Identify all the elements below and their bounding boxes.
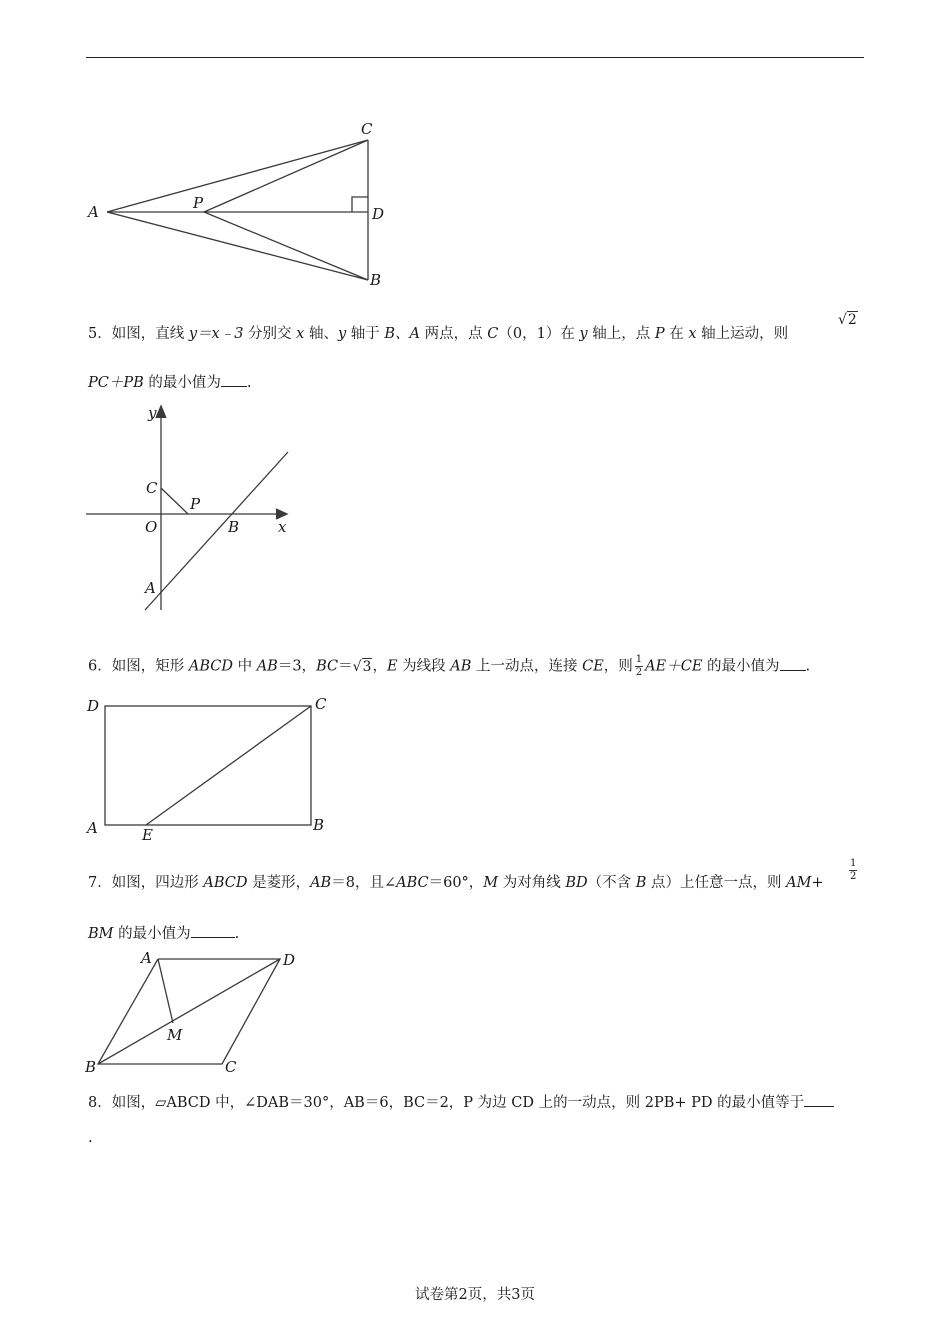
rectangle-abcd [105,706,311,825]
label-m: M [167,1026,183,1044]
label-c: C [146,479,158,497]
label-p: P [190,495,201,513]
label-b: B [313,816,325,834]
figure-triangle-apd [80,118,400,296]
answer-blank[interactable] [221,372,247,387]
label-c: C [225,1058,237,1076]
question-5-line-1: 5．如图，直线 y＝x﹣3 分别交 x 轴、y 轴于 B、A 两点，点 C（0，1）在 y 轴上，点 P 在 x 轴上运动，则 [88,326,789,342]
label-x: x [278,518,287,536]
label-a: A [87,819,98,837]
label-p: P [193,194,204,212]
answer-blank[interactable] [191,923,235,938]
answer-blank[interactable] [804,1092,834,1107]
label-c: C [361,120,373,138]
header-rule [86,57,864,58]
question-7-line-1: 7．如图，四边形 ABCD 是菱形，AB＝8，且∠ABC＝60°，M 为对角线 BD（不含 B 点）上任意一点，则 AM+ [88,875,824,891]
figure-rhombus-abcd [80,948,310,1078]
label-a: A [145,579,156,597]
figure-rectangle-abcd [80,690,340,845]
sqrt-3: √3 [352,658,372,675]
segment-cp [161,488,188,514]
fraction-one-half: $\frac{1}{2}$ [850,858,857,882]
right-angle-mark [352,197,368,212]
label-e: E [142,826,153,844]
label-a: A [88,203,99,221]
label-b: B [85,1058,97,1076]
segment-ac [107,140,368,212]
label-y: y [148,404,157,422]
page-footer: 试卷第2页，共3页 [415,1287,535,1303]
label-a: A [141,949,152,967]
label-d: D [283,951,296,969]
question-7-line-2: BM 的最小值为 . [88,923,239,944]
y-axis-arrow [156,406,166,418]
segment-pb [204,212,368,280]
diagonal-bd [98,959,280,1064]
sqrt-2-coefficient: √2 [838,312,857,328]
question-5-line-2: PC＋PB 的最小值为 . [88,372,251,393]
question-number: 6． [88,658,112,675]
segment-ab [107,212,368,280]
label-b: B [370,271,382,289]
label-b: B [228,518,240,536]
question-8: 8．如图，▱ABCD 中，∠DAB＝30°，AB＝6，BC＝2，P 为边 CD 上的一动点，则 2PB+ PD 的最小值等于 [88,1092,834,1113]
segment-am [158,959,173,1023]
segment-pc [204,140,368,212]
question-number: 5． [88,326,112,342]
label-o: O [145,518,158,536]
question-number: 7． [88,875,112,891]
question-8-end: . [88,1130,93,1146]
segment-ec [146,706,311,825]
question-6: 6．如图，矩形 ABCD 中 AB＝3，BC＝√3，E 为线段 AB 上一动点，连接 CE，则 $\frac{1}{2}$ AE＋CE 的最小值为 . [88,654,811,678]
line-y-eq-x-minus-3 [145,452,288,610]
fraction-one-half: $\frac{1}{2}$ [635,654,643,678]
label-d: D [372,205,385,223]
label-c: C [315,695,327,713]
label-d: D [87,697,100,715]
figure-coordinate-plane [80,400,300,615]
question-number: 8． [88,1095,112,1111]
answer-blank[interactable] [780,656,806,671]
